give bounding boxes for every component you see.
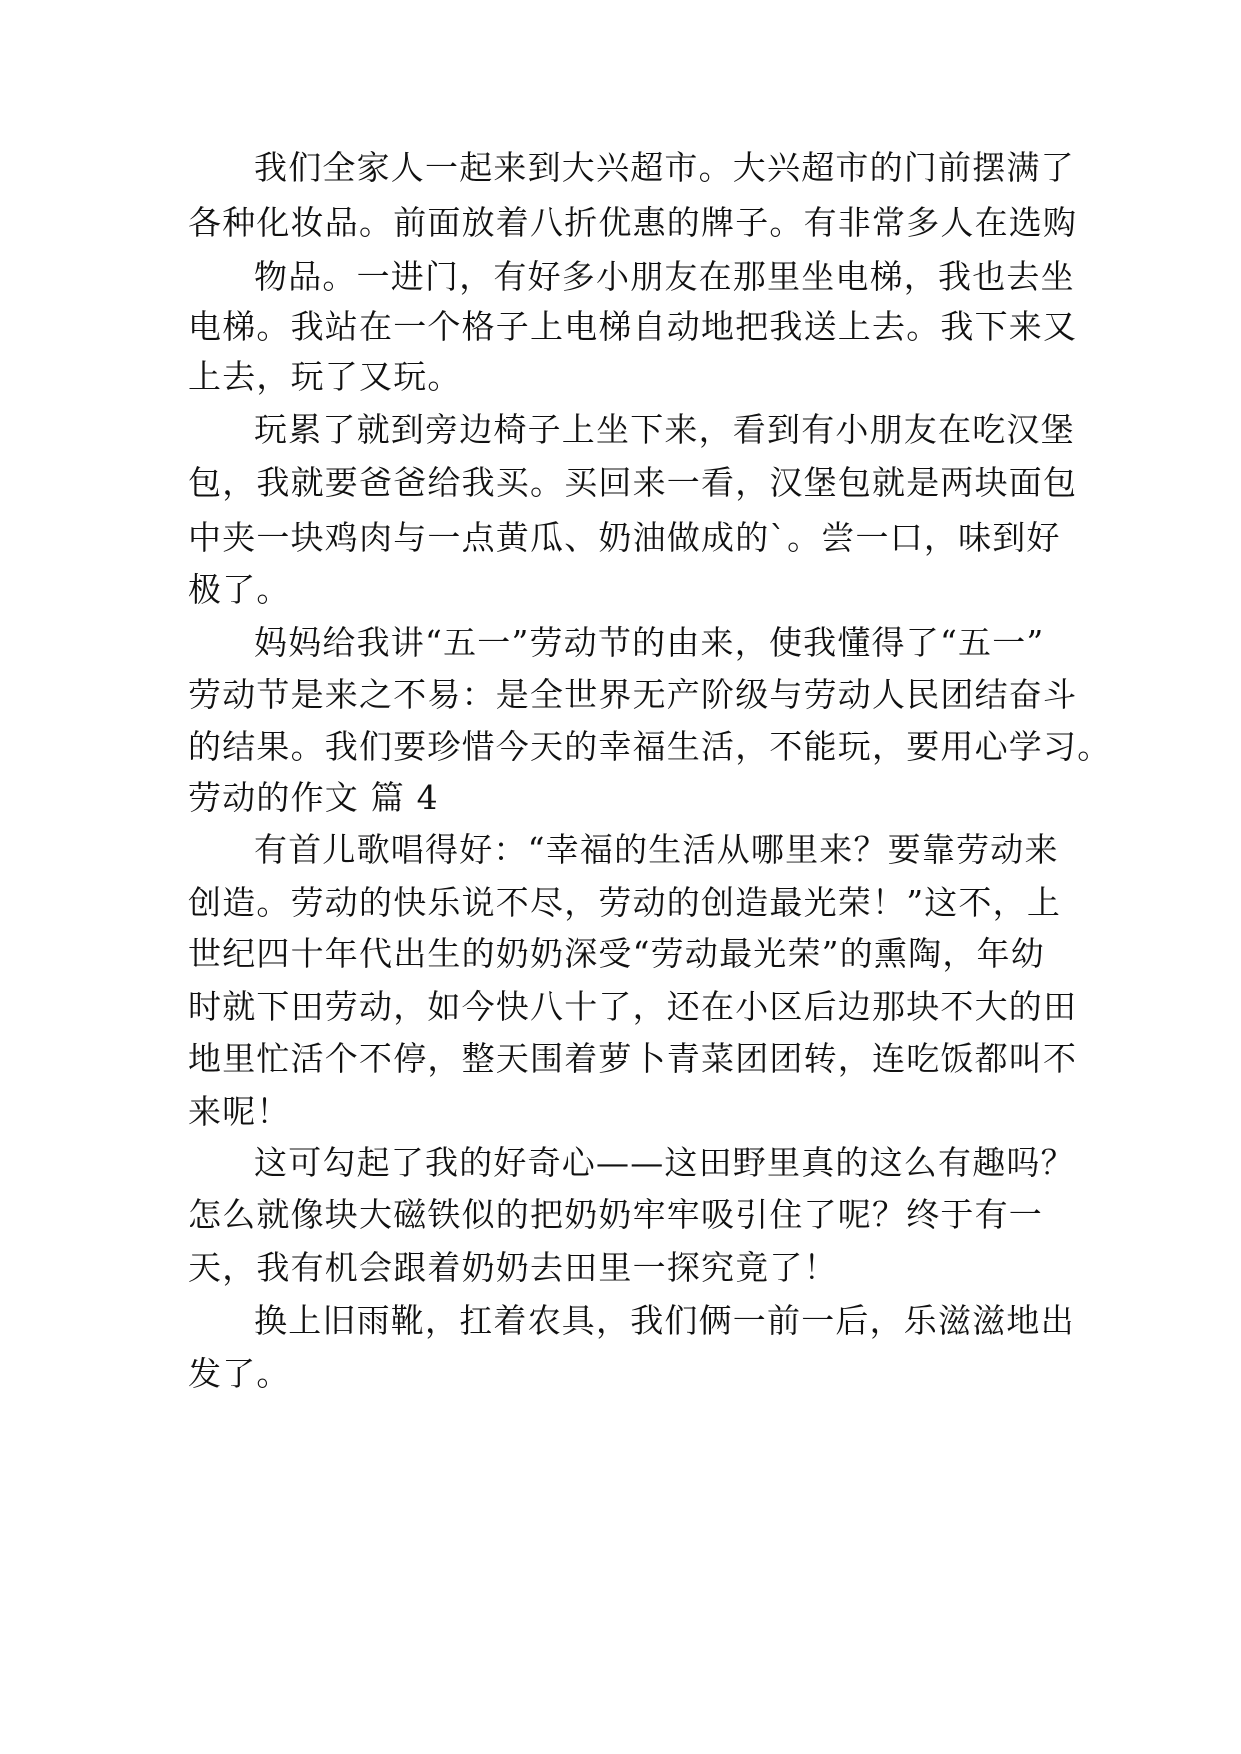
paragraph-line: 的结果。我们要珍惜今天的幸福生活，不能玩，要用心学习。 (188, 727, 1112, 766)
paragraph-line: 换上旧雨靴，扛着农具，我们俩一前一后，乐滋滋地出 (254, 1301, 1075, 1340)
paragraph-line: 玩累了就到旁边椅子上坐下来，看到有小朋友在吃汉堡 (254, 410, 1075, 449)
paragraph-line: 发了。 (188, 1354, 291, 1393)
paragraph-line: 这可勾起了我的好奇心——这田野里真的这么有趣吗？ (254, 1143, 1075, 1182)
paragraph-line: 天，我有机会跟着奶奶去田里一探究竟了！ (188, 1248, 838, 1287)
paragraph-line: 怎么就像块大磁铁似的把奶奶牢牢吸引住了呢？终于有一 (188, 1195, 1043, 1234)
paragraph-line: 极了。 (188, 570, 291, 609)
paragraph-line: 物品。一进门，有好多小朋友在那里坐电梯，我也去坐 (254, 257, 1075, 296)
paragraph-line: 来呢！ (188, 1092, 291, 1131)
paragraph-line: 各种化妆品。前面放着八折优惠的牌子。有非常多人在选购 (188, 203, 1078, 242)
paragraph-line: 上去，玩了又玩。 (188, 357, 462, 396)
paragraph-line: 妈妈给我讲“五一”劳动节的由来，使我懂得了“五一” (254, 623, 1045, 662)
paragraph-line: 有首儿歌唱得好：“幸福的生活从哪里来？要靠劳动来 (254, 830, 1059, 869)
section-heading: 劳动的作文 篇 4 (188, 778, 439, 817)
paragraph-line: 时就下田劳动，如今快八十了，还在小区后边那块不大的田 (188, 987, 1078, 1026)
paragraph-line: 劳动节是来之不易：是全世界无产阶级与劳动人民团结奋斗 (188, 675, 1078, 714)
paragraph-line: 包，我就要爸爸给我买。买回来一看，汉堡包就是两块面包 (188, 463, 1078, 502)
paragraph-line: 电梯。我站在一个格子上电梯自动地把我送上去。我下来又 (188, 307, 1078, 346)
paragraph-line: 地里忙活个不停，整天围着萝卜青菜团团转，连吃饭都叫不 (188, 1039, 1078, 1078)
paragraph-line: 我们全家人一起来到大兴超市。大兴超市的门前摆满了 (254, 148, 1075, 187)
paragraph-line: 世纪四十年代出生的奶奶深受“劳动最光荣”的熏陶，年幼 (188, 934, 1045, 973)
paragraph-line: 中夹一块鸡肉与一点黄瓜、奶油做成的`。尝一口，味到好 (188, 518, 1061, 557)
paragraph-line: 创造。劳动的快乐说不尽，劳动的创造最光荣！”这不，上 (188, 883, 1062, 922)
